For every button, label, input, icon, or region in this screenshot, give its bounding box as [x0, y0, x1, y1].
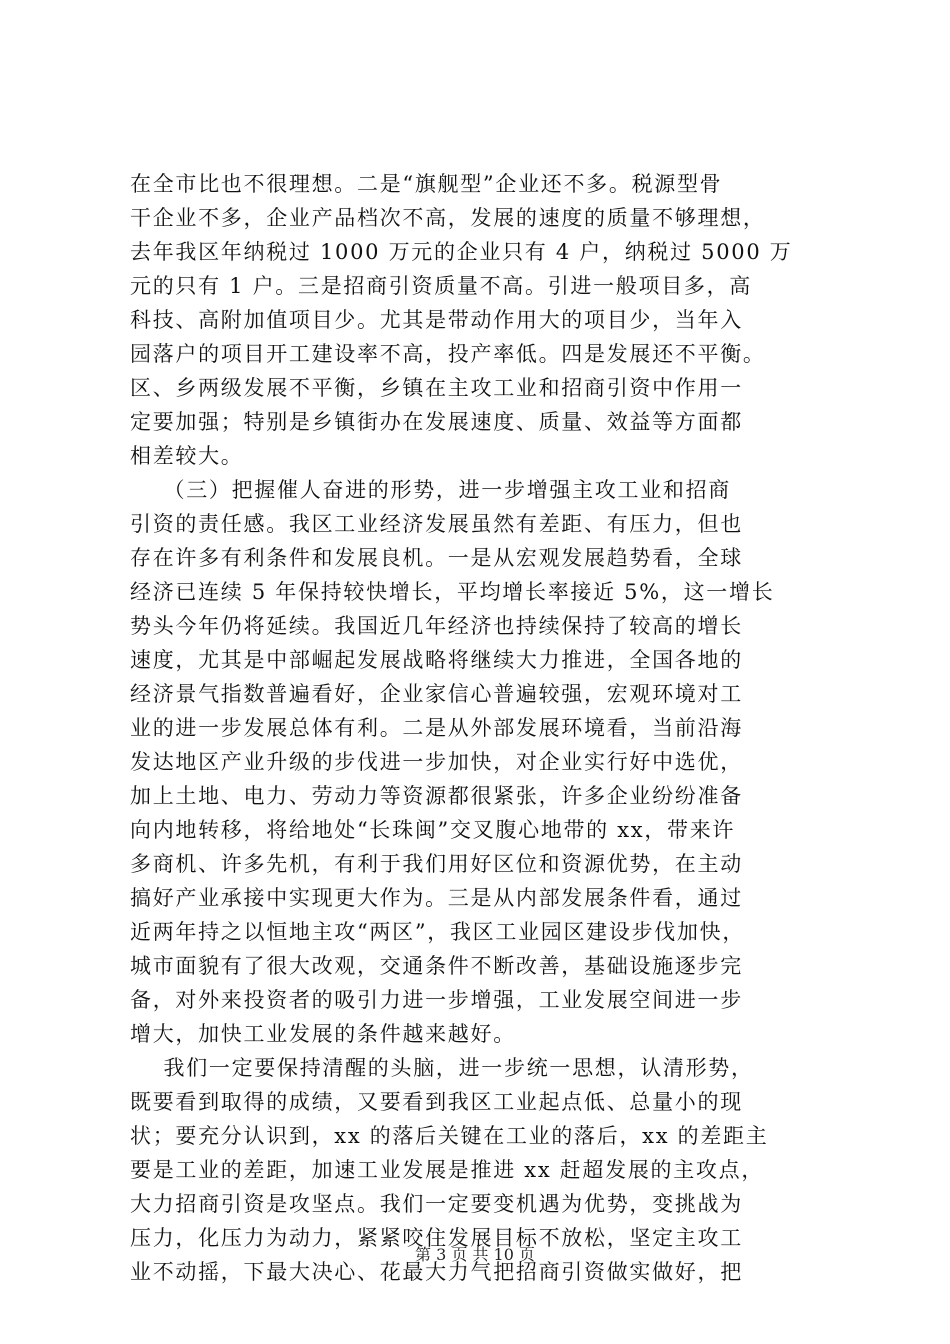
text-line: 干企业不多，企业产品档次不高，发展的速度的质量不够理想，: [130, 206, 766, 230]
text-line: 存在许多有利条件和发展良机。一是从宏观发展趋势看，全球: [130, 546, 743, 570]
text-line: 发达地区产业升级的步伐进一步加快，对企业实行好中选优，: [130, 750, 743, 774]
text-line: 城市面貌有了很大改观，交通条件不断改善，基础设施逐步完: [130, 954, 743, 978]
text-line: 大力招商引资是攻坚点。我们一定要变机遇为优势，变挑战为: [130, 1192, 743, 1216]
text-line: 我们一定要保持清醒的头脑，进一步统一思想，认清形势，: [130, 1056, 754, 1080]
text-line: 园落户的项目开工建设率不高，投产率低。四是发展还不平衡。: [130, 342, 766, 366]
text-line: 业的进一步发展总体有利。二是从外部发展环境看，当前沿海: [130, 716, 743, 740]
text-line: 业不动摇，下最大决心、花最大力气把招商引资做实做好，把: [130, 1260, 743, 1284]
text-line: 向内地转移，将给地处“长珠闽”交叉腹心地带的 xx，带来许: [130, 818, 736, 842]
text-line: 加上土地、电力、劳动力等资源都很紧张，许多企业纷纷准备: [130, 784, 743, 808]
text-line: 速度，尤其是中部崛起发展战略将继续大力推进，全国各地的: [130, 648, 743, 672]
text-line: 去年我区年纳税过 1000 万元的企业只有 4 户，纳税过 5000 万: [130, 240, 793, 264]
text-line: 搞好产业承接中实现更大作为。三是从内部发展条件看，通过: [130, 886, 743, 910]
text-line: 近两年持之以恒地主攻“两区”，我区工业园区建设步伐加快，: [130, 920, 746, 944]
text-line: 定要加强；特别是乡镇街办在发展速度、质量、效益等方面都: [130, 410, 743, 434]
text-line: 相差较大。: [130, 444, 244, 468]
text-line: 多商机、许多先机，有利于我们用好区位和资源优势，在主动: [130, 852, 743, 876]
text-line: 状；要充分认识到，xx 的落后关键在工业的落后，xx 的差距主: [130, 1124, 769, 1148]
text-line: （三）把握催人奋进的形势，进一步增强主攻工业和招商: [130, 478, 731, 502]
text-line: 要是工业的差距，加速工业发展是推进 xx 赶超发展的主攻点，: [130, 1158, 765, 1182]
text-line: 势头今年仍将延续。我国近几年经济也持续保持了较高的增长: [130, 614, 743, 638]
text-line: 备，对外来投资者的吸引力进一步增强，工业发展空间进一步: [130, 988, 743, 1012]
text-line: 经济景气指数普遍看好，企业家信心普遍较强，宏观环境对工: [130, 682, 743, 706]
text-line: 区、乡两级发展不平衡，乡镇在主攻工业和招商引资中作用一: [130, 376, 743, 400]
text-line: 科技、高附加值项目少。尤其是带动作用大的项目少，当年入: [130, 308, 743, 332]
document-body: [130, 167, 830, 1289]
text-line: 经济已连续 5 年保持较快增长，平均增长率接近 5%，这一增长: [130, 580, 775, 604]
text-line: 元的只有 1 户。三是招商引资质量不高。引进一般项目多，高: [130, 274, 753, 298]
text-line: 在全市比也不很理想。二是“旗舰型”企业还不多。税源型骨: [130, 172, 723, 196]
text-line: 压力，化压力为动力，紧紧咬住发展目标不放松，坚定主攻工: [130, 1226, 743, 1250]
page-number-footer: 第 3 页 共 10 页: [415, 1245, 535, 1264]
text-line: 增大，加快工业发展的条件越来越好。: [130, 1022, 516, 1046]
text-line: 既要看到取得的成绩，又要看到我区工业起点低、总量小的现: [130, 1090, 743, 1114]
text-line: 引资的责任感。我区工业经济发展虽然有差距、有压力，但也: [130, 512, 743, 536]
